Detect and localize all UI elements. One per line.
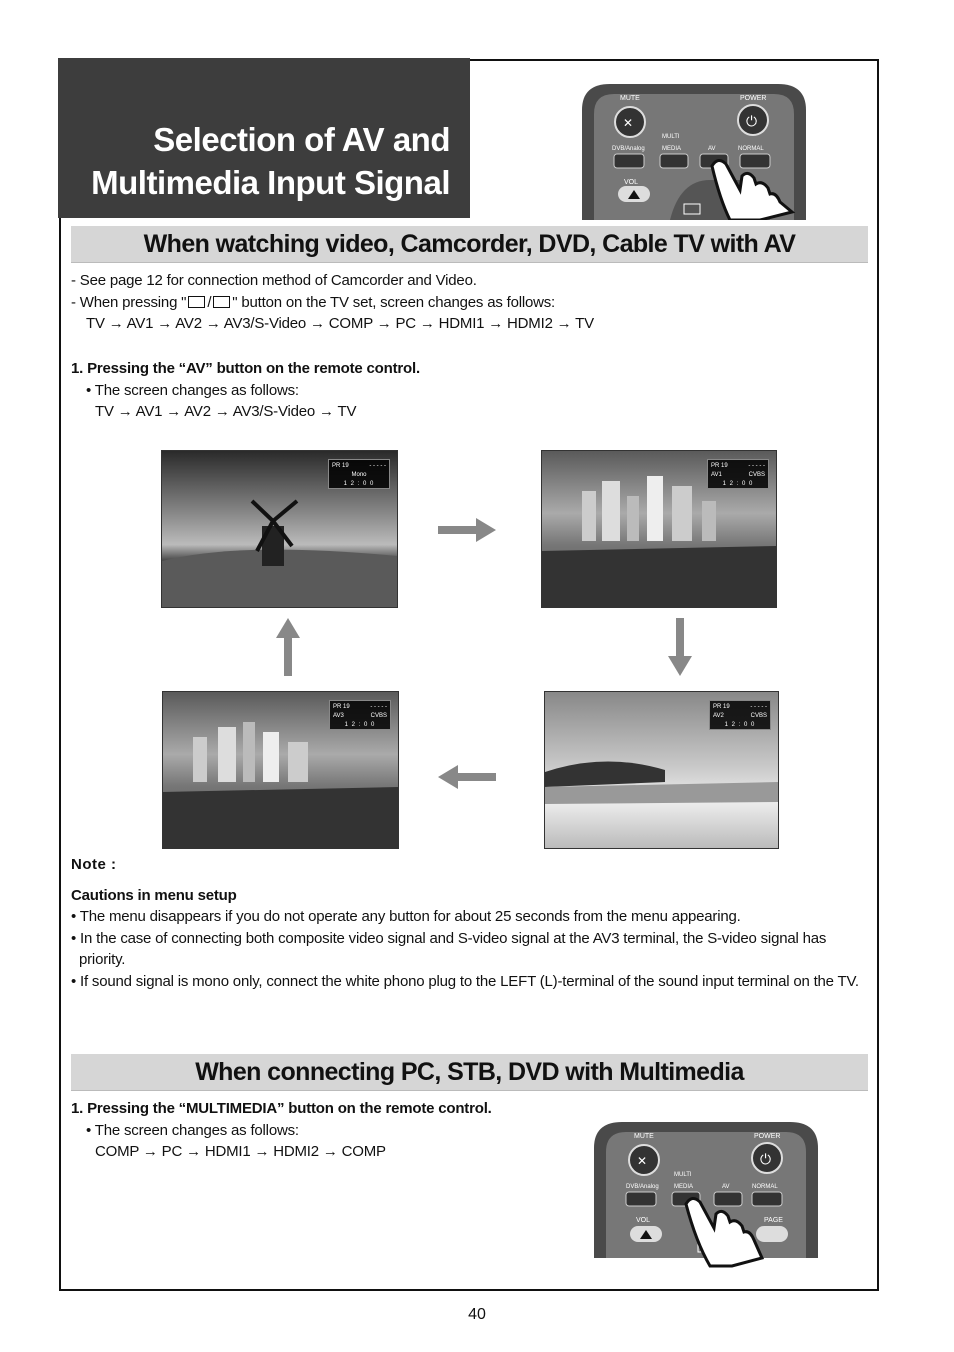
remote-mute-label: MUTE (634, 1133, 654, 1140)
arrow-left-icon (438, 765, 496, 789)
remote-power-label: POWER (754, 1133, 781, 1140)
screen-av3 (162, 691, 399, 849)
osd-time: 1 2 : 0 0 (343, 481, 375, 487)
step1-sequence: TV → AV1 → AV2 → AV3/S-Video → TV (95, 403, 357, 420)
remote-multi-label: MULTI (674, 1172, 692, 1178)
step2-sub: • The screen changes as follows: (86, 1122, 299, 1139)
step1-title: 1. Pressing the “AV” button on the remote control. (71, 360, 420, 377)
power-icon: ⏻ (746, 113, 758, 129)
tv-button-icon (188, 296, 205, 308)
remote-normal-label: NORMAL (752, 1184, 778, 1190)
osd-label: AV2 (713, 713, 724, 719)
intro-sequence: TV → AV1 → AV2 → AV3/S-Video → COMP → PC → HDMI1 → HDMI2 → TV (86, 315, 594, 332)
caution-bullet-3: • If sound signal is mono only, connect the white phono plug to the LEFT (L)-terminal of the sound input terminal on the TV. (71, 973, 859, 990)
osd-label: AV1 (711, 472, 722, 478)
remote-dvb-label: DVB/Analog (612, 146, 645, 152)
input-button-icon (213, 296, 230, 308)
multimedia-button (660, 154, 688, 168)
normal-button (752, 1192, 782, 1206)
osd-mode: CVBS (370, 713, 387, 719)
caution-bullet-1: • The menu disappears if you do not operate any button for about 25 seconds from the menu appearing. (71, 908, 741, 925)
osd-label: AV3 (333, 713, 344, 719)
remote-page-label: PAGE (764, 1217, 783, 1224)
cautions-title: Cautions in menu setup (71, 887, 237, 904)
section-heading-av: When watching video, Camcorder, DVD, Cable TV with AV (71, 226, 868, 263)
osd-mode: Mono (351, 472, 367, 478)
remote-av-label: AV (708, 146, 716, 152)
osd-pr: PR 19 (713, 704, 730, 710)
step2-sequence: COMP → PC → HDMI1 → HDMI2 → COMP (95, 1143, 386, 1160)
page-up-button (756, 1226, 788, 1242)
page-number: 40 (468, 1306, 486, 1323)
screen-tv (161, 450, 398, 608)
mute-icon: ✕ (623, 116, 634, 130)
osd-pr: PR 19 (332, 463, 349, 469)
osd-pr: PR 19 (333, 704, 350, 710)
page-title: Selection of AV and Multimedia Input Signal (91, 121, 450, 201)
av-button (714, 1192, 742, 1206)
osd-dash: - - - - - (748, 463, 765, 469)
osd-av1 (707, 459, 769, 489)
intro-line-2: - When pressing " / " button on the TV set, screen changes as follows: (71, 294, 556, 311)
dvb-button (614, 154, 644, 168)
remote-dvb-label: DVB/Analog (626, 1184, 659, 1190)
note-title: Note : (71, 856, 117, 873)
arrow-down-icon (668, 618, 692, 676)
remote-power-label: POWER (740, 95, 767, 102)
osd-av3 (329, 700, 391, 730)
remote-control-av (580, 80, 810, 220)
step1-sub: • The screen changes as follows: (86, 382, 299, 399)
mute-icon: ✕ (637, 1154, 648, 1168)
osd-mode: CVBS (750, 713, 767, 719)
remote-av-label: AV (722, 1184, 730, 1190)
remote-media-label: MEDIA (662, 146, 682, 152)
osd-time: 1 2 : 0 0 (722, 481, 754, 487)
osd-dash: - - - - - (750, 704, 767, 710)
remote-mute-label: MUTE (620, 95, 640, 102)
section-heading-multimedia: When connecting PC, STB, DVD with Multimedia (71, 1054, 868, 1091)
intro-line-2-post: " button on the TV set, screen changes as follows: (232, 294, 556, 311)
arrow-up-icon (276, 618, 300, 676)
osd-mode: CVBS (748, 472, 765, 478)
dvb-button (626, 1192, 656, 1206)
osd-time: 1 2 : 0 0 (724, 722, 756, 728)
remote-vol-label: VOL (624, 179, 639, 186)
osd-pr: PR 19 (711, 463, 728, 469)
osd-tv (328, 459, 390, 489)
caution-bullet-2: • In the case of connecting both composite video signal and S-video signal at the AV3 terminal, the S-video signal has priority. (71, 930, 827, 968)
remote-normal-label: NORMAL (738, 146, 764, 152)
screen-av2 (544, 691, 779, 849)
normal-button (740, 154, 770, 168)
osd-time: 1 2 : 0 0 (344, 722, 376, 728)
step2-title: 1. Pressing the “MULTIMEDIA” button on the remote control. (71, 1100, 492, 1117)
arrow-right-icon (438, 518, 496, 542)
intro-line-2-pre: - When pressing " (71, 294, 187, 311)
title-box (58, 58, 470, 218)
osd-dash: - - - - - (370, 704, 387, 710)
power-icon: ⏻ (760, 1151, 772, 1167)
osd-dash: - - - - - (369, 463, 386, 469)
remote-vol-label: VOL (636, 1217, 651, 1224)
screen-av1 (541, 450, 777, 608)
remote-control-multimedia (592, 1118, 822, 1268)
remote-media-label: MEDIA (674, 1184, 694, 1190)
remote-multi-label: MULTI (662, 134, 680, 140)
osd-av2 (709, 700, 771, 730)
intro-line-1: - See page 12 for connection method of Camcorder and Video. (71, 272, 477, 289)
